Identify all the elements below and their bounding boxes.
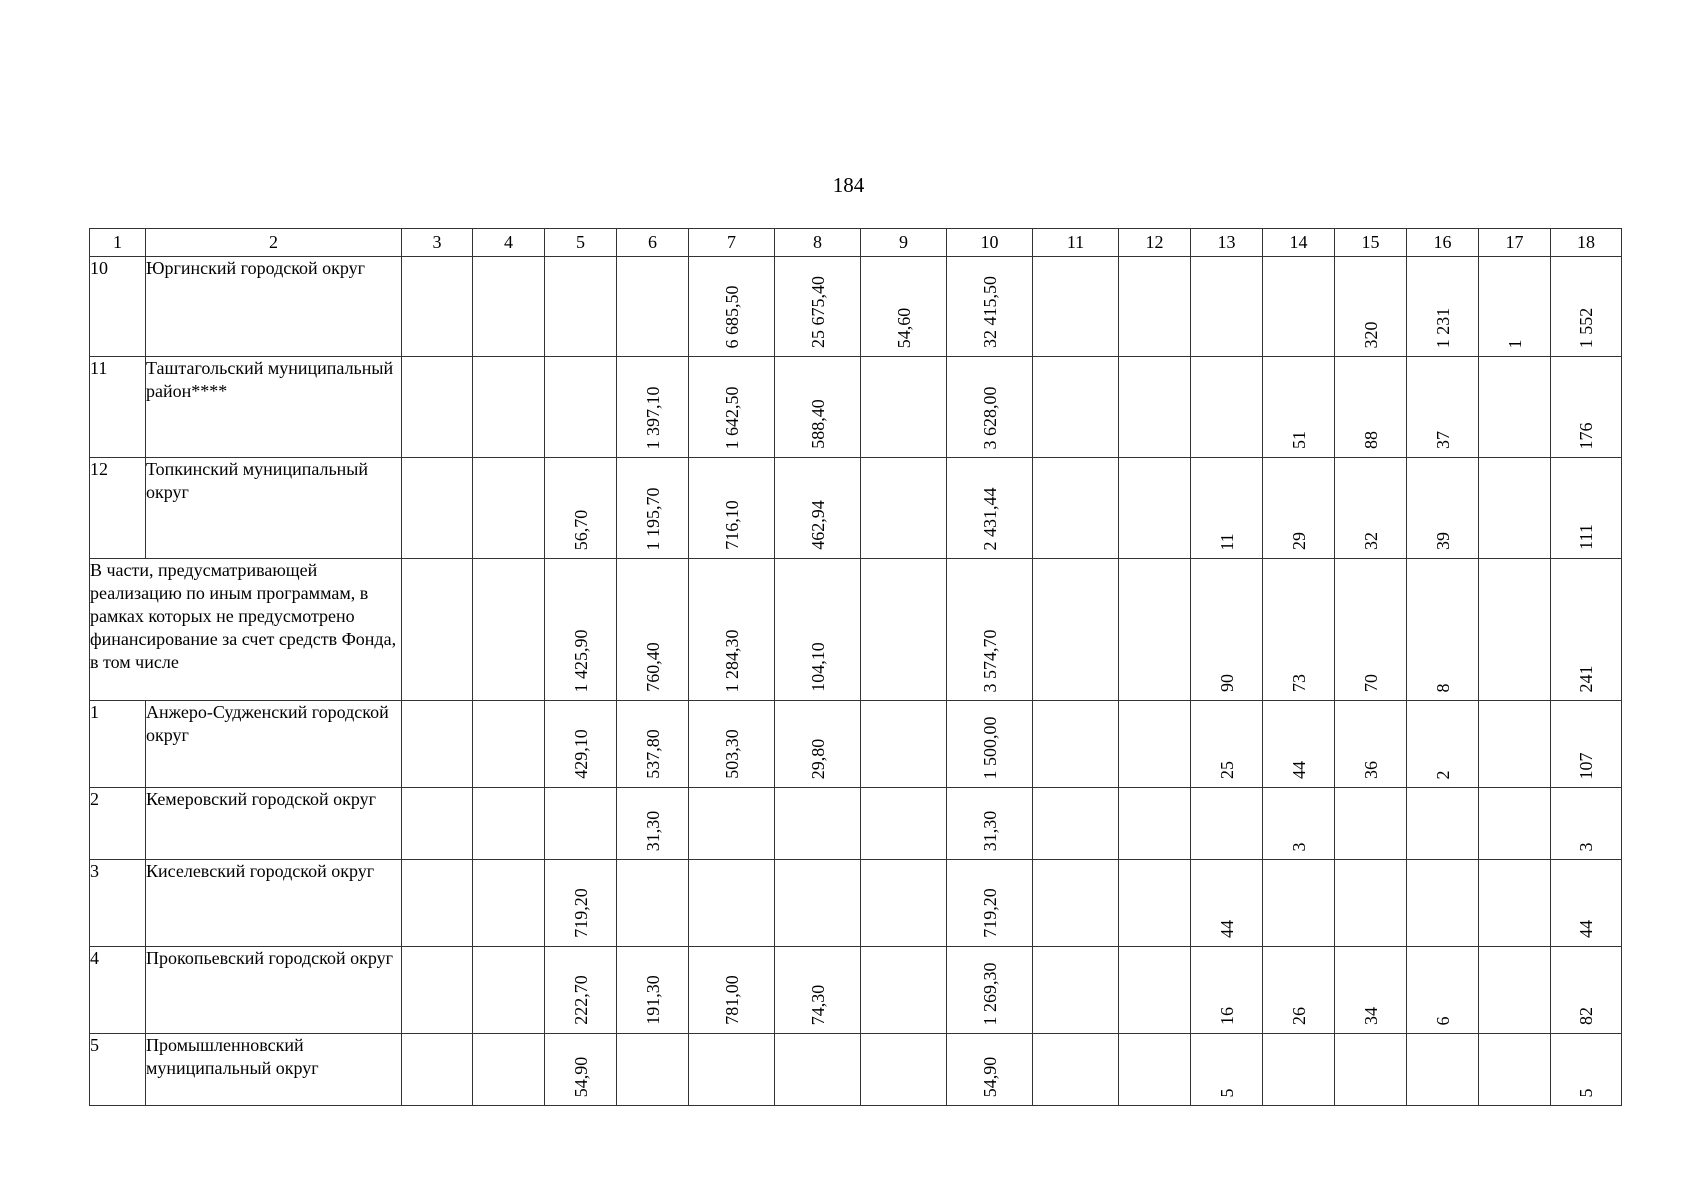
value-cell: [1479, 257, 1551, 357]
value-cell: [1551, 947, 1622, 1034]
value-cell: [947, 257, 1033, 357]
value-text: 31,30: [979, 810, 1000, 851]
value-cell: [402, 701, 473, 788]
value-cell: [947, 860, 1033, 947]
table-row: [90, 788, 1622, 860]
value-cell: [775, 701, 861, 788]
value-cell: [402, 357, 473, 458]
value-cell: [775, 357, 861, 458]
value-cell: [947, 947, 1033, 1034]
value-cell: [1191, 257, 1263, 357]
value-cell: [689, 860, 775, 947]
value-cell: [1479, 357, 1551, 458]
value-cell: [1263, 257, 1335, 357]
value-text: 719,20: [570, 888, 591, 938]
value-text: 8: [1432, 683, 1453, 692]
municipality-name: Промышленновский муниципальный округ: [146, 1034, 402, 1106]
value-cell: [473, 559, 545, 701]
value-cell: [1263, 947, 1335, 1034]
row-number: 10: [90, 257, 146, 357]
value-cell: [1263, 701, 1335, 788]
value-text: 1 269,30: [979, 962, 1000, 1025]
value-cell: [402, 559, 473, 701]
value-cell: [473, 788, 545, 860]
value-cell: [861, 947, 947, 1034]
value-text: 25: [1216, 761, 1237, 779]
value-text: 36: [1360, 761, 1381, 779]
column-number: 2: [146, 229, 402, 257]
column-number: 12: [1119, 229, 1191, 257]
value-text: 3 628,00: [979, 386, 1000, 449]
value-cell: [1479, 860, 1551, 947]
column-number: 11: [1033, 229, 1119, 257]
value-text: 462,94: [807, 500, 828, 550]
value-cell: [1033, 788, 1119, 860]
value-cell: [861, 458, 947, 559]
value-cell: [1191, 788, 1263, 860]
column-number: 10: [947, 229, 1033, 257]
value-cell: [947, 357, 1033, 458]
value-cell: [545, 860, 617, 947]
value-cell: [1407, 701, 1479, 788]
value-text: 90: [1216, 674, 1237, 692]
value-cell: [545, 257, 617, 357]
value-text: 588,40: [807, 399, 828, 449]
table-row: [90, 357, 1622, 458]
value-cell: [1479, 559, 1551, 701]
table-row: [90, 947, 1622, 1034]
row-number: 1: [90, 701, 146, 788]
value-cell: [1551, 788, 1622, 860]
value-text: 1 642,50: [721, 386, 742, 449]
value-cell: [1263, 788, 1335, 860]
value-text: 1: [1504, 339, 1525, 348]
value-cell: [775, 788, 861, 860]
value-cell: [1033, 860, 1119, 947]
value-cell: [1551, 1034, 1622, 1106]
value-text: 429,10: [570, 729, 591, 779]
value-cell: [1033, 559, 1119, 701]
value-text: 5: [1576, 1088, 1596, 1097]
value-text: 760,40: [642, 642, 663, 692]
value-cell: [545, 947, 617, 1034]
municipality-name: Киселевский городской округ: [146, 860, 402, 947]
value-cell: [617, 947, 689, 1034]
column-number: 8: [775, 229, 861, 257]
value-cell: [1263, 559, 1335, 701]
value-text: 54,90: [570, 1056, 591, 1097]
value-cell: [402, 947, 473, 1034]
value-cell: [545, 788, 617, 860]
value-text: 1 500,00: [979, 716, 1000, 779]
value-cell: [402, 458, 473, 559]
column-number: 4: [473, 229, 545, 257]
value-text: 222,70: [570, 975, 591, 1025]
table-row: [90, 1034, 1622, 1106]
value-text: 1 397,10: [642, 386, 663, 449]
value-cell: [1551, 701, 1622, 788]
value-cell: [861, 357, 947, 458]
value-cell: [689, 1034, 775, 1106]
value-text: 716,10: [721, 500, 742, 550]
value-cell: [1033, 947, 1119, 1034]
value-cell: [1551, 559, 1622, 701]
municipality-name: Юргинский городской округ: [146, 257, 402, 357]
value-cell: [1335, 559, 1407, 701]
value-cell: [473, 357, 545, 458]
value-text: 44: [1576, 920, 1596, 938]
municipality-name: Прокопьевский городской округ: [146, 947, 402, 1034]
value-cell: [947, 458, 1033, 559]
value-text: 54,60: [893, 307, 914, 348]
column-number: 5: [545, 229, 617, 257]
value-cell: [689, 357, 775, 458]
row-section-label: В части, предусматривающей реализацию по иным программам, в рамках которых не предусмотрено финансирование за счет средств Фонда, в том числе: [90, 559, 402, 701]
value-text: 16: [1216, 1007, 1237, 1025]
table-row: [90, 458, 1622, 559]
value-text: 3 574,70: [979, 629, 1000, 692]
value-cell: [402, 788, 473, 860]
value-cell: [861, 257, 947, 357]
table-row: [90, 701, 1622, 788]
value-text: 176: [1576, 422, 1596, 449]
value-cell: [402, 860, 473, 947]
column-number-header-row: [90, 229, 1622, 257]
table-row: [90, 257, 1622, 357]
value-cell: [1119, 701, 1191, 788]
value-text: 73: [1288, 674, 1309, 692]
value-text: 2 431,44: [979, 487, 1000, 550]
value-cell: [1263, 860, 1335, 947]
value-cell: [1119, 860, 1191, 947]
value-cell: [947, 559, 1033, 701]
column-number: 3: [402, 229, 473, 257]
value-cell: [1551, 860, 1622, 947]
value-cell: [1033, 458, 1119, 559]
value-text: 191,30: [642, 975, 663, 1025]
value-cell: [1191, 559, 1263, 701]
column-number: 6: [617, 229, 689, 257]
value-cell: [473, 947, 545, 1034]
value-text: 1 195,70: [642, 487, 663, 550]
table-row: [90, 860, 1622, 947]
value-cell: [1335, 357, 1407, 458]
value-text: 31,30: [642, 810, 663, 851]
value-cell: [473, 458, 545, 559]
value-cell: [402, 257, 473, 357]
value-cell: [1479, 1034, 1551, 1106]
value-cell: [1479, 701, 1551, 788]
value-text: 29: [1288, 532, 1309, 550]
page-number: 184: [832, 173, 865, 197]
value-cell: [617, 860, 689, 947]
value-cell: [545, 357, 617, 458]
value-text: 56,70: [570, 509, 591, 550]
value-cell: [1191, 701, 1263, 788]
value-cell: [1119, 257, 1191, 357]
value-cell: [1407, 947, 1479, 1034]
row-number: 11: [90, 357, 146, 458]
value-text: 88: [1360, 431, 1381, 449]
value-cell: [861, 701, 947, 788]
value-cell: [617, 788, 689, 860]
value-cell: [861, 860, 947, 947]
value-cell: [545, 559, 617, 701]
value-cell: [689, 701, 775, 788]
value-cell: [1479, 947, 1551, 1034]
value-cell: [1263, 357, 1335, 458]
value-cell: [473, 1034, 545, 1106]
column-number: 7: [689, 229, 775, 257]
value-text: 32 415,50: [979, 276, 1000, 348]
value-text: 2: [1432, 770, 1453, 779]
value-text: 11: [1216, 532, 1237, 551]
value-cell: [617, 458, 689, 559]
value-cell: [1119, 357, 1191, 458]
table-row: [90, 559, 1622, 701]
row-number: 3: [90, 860, 146, 947]
value-cell: [947, 1034, 1033, 1106]
column-number: 1: [90, 229, 146, 257]
value-text: 1 231: [1432, 307, 1453, 348]
value-text: 1 425,90: [570, 629, 591, 692]
row-number: 5: [90, 1034, 146, 1106]
value-text: 25 675,40: [807, 276, 828, 348]
value-text: 320: [1360, 321, 1381, 348]
value-cell: [1479, 458, 1551, 559]
value-cell: [1335, 257, 1407, 357]
value-cell: [473, 860, 545, 947]
value-cell: [1407, 357, 1479, 458]
value-cell: [947, 701, 1033, 788]
value-text: 82: [1576, 1007, 1596, 1025]
value-cell: [1335, 788, 1407, 860]
value-cell: [1191, 860, 1263, 947]
value-cell: [1551, 257, 1622, 357]
value-cell: [775, 860, 861, 947]
value-cell: [689, 257, 775, 357]
column-number: 14: [1263, 229, 1335, 257]
value-cell: [1033, 357, 1119, 458]
value-text: 6 685,50: [721, 285, 742, 348]
value-cell: [1407, 257, 1479, 357]
column-number: 17: [1479, 229, 1551, 257]
column-number: 13: [1191, 229, 1263, 257]
value-text: 74,30: [807, 984, 828, 1025]
value-cell: [1407, 788, 1479, 860]
municipality-name: Топкинский муниципальный округ: [146, 458, 402, 559]
value-cell: [861, 559, 947, 701]
value-cell: [1335, 1034, 1407, 1106]
value-cell: [689, 559, 775, 701]
value-text: 37: [1432, 431, 1453, 449]
row-number: 2: [90, 788, 146, 860]
value-cell: [1033, 701, 1119, 788]
value-text: 104,10: [807, 642, 828, 692]
value-text: 34: [1360, 1007, 1381, 1025]
value-cell: [1551, 357, 1622, 458]
value-text: 70: [1360, 674, 1381, 692]
value-cell: [617, 357, 689, 458]
value-cell: [775, 1034, 861, 1106]
value-text: 39: [1432, 532, 1453, 550]
value-text: 54,90: [979, 1056, 1000, 1097]
municipality-name: Кемеровский городской округ: [146, 788, 402, 860]
value-cell: [617, 1034, 689, 1106]
value-cell: [1335, 458, 1407, 559]
value-cell: [1407, 559, 1479, 701]
value-cell: [617, 559, 689, 701]
row-number: 12: [90, 458, 146, 559]
value-cell: [1191, 947, 1263, 1034]
value-cell: [1407, 458, 1479, 559]
column-number: 18: [1551, 229, 1622, 257]
value-cell: [545, 458, 617, 559]
value-cell: [1407, 860, 1479, 947]
value-cell: [617, 701, 689, 788]
value-text: 5: [1216, 1088, 1237, 1097]
value-cell: [473, 701, 545, 788]
value-text: 537,80: [642, 729, 663, 779]
value-text: 3: [1576, 842, 1596, 851]
value-cell: [1119, 1034, 1191, 1106]
value-cell: [1191, 458, 1263, 559]
value-text: 1 552: [1576, 307, 1596, 348]
value-cell: [1263, 1034, 1335, 1106]
value-cell: [775, 947, 861, 1034]
row-number: 4: [90, 947, 146, 1034]
value-text: 241: [1576, 665, 1596, 692]
column-number: 9: [861, 229, 947, 257]
column-number: 15: [1335, 229, 1407, 257]
value-cell: [861, 1034, 947, 1106]
value-cell: [1479, 788, 1551, 860]
value-text: 111: [1576, 524, 1596, 550]
value-cell: [1119, 947, 1191, 1034]
value-cell: [689, 788, 775, 860]
value-text: 3: [1288, 842, 1309, 851]
value-cell: [775, 257, 861, 357]
value-cell: [1263, 458, 1335, 559]
column-number: 16: [1407, 229, 1479, 257]
municipality-name: Таштагольский муниципальный район****: [146, 357, 402, 458]
value-text: 503,30: [721, 729, 742, 779]
value-cell: [473, 257, 545, 357]
value-text: 44: [1288, 761, 1309, 779]
value-cell: [689, 458, 775, 559]
value-text: 44: [1216, 920, 1237, 938]
value-text: 719,20: [979, 888, 1000, 938]
value-cell: [545, 1034, 617, 1106]
value-cell: [775, 559, 861, 701]
municipality-name: Анжеро-Судженский городской округ: [146, 701, 402, 788]
value-cell: [1407, 1034, 1479, 1106]
value-text: 32: [1360, 532, 1381, 550]
data-table: [89, 228, 1622, 1106]
value-cell: [1119, 559, 1191, 701]
value-text: 781,00: [721, 975, 742, 1025]
value-text: 6: [1432, 1016, 1453, 1025]
value-cell: [1335, 701, 1407, 788]
value-cell: [545, 701, 617, 788]
value-cell: [617, 257, 689, 357]
value-text: 26: [1288, 1007, 1309, 1025]
value-cell: [1335, 947, 1407, 1034]
value-cell: [1119, 788, 1191, 860]
value-text: 107: [1576, 752, 1596, 779]
value-cell: [1033, 257, 1119, 357]
value-cell: [1335, 860, 1407, 947]
value-cell: [775, 458, 861, 559]
value-cell: [689, 947, 775, 1034]
value-cell: [861, 788, 947, 860]
value-cell: [947, 788, 1033, 860]
value-cell: [1191, 357, 1263, 458]
value-cell: [402, 1034, 473, 1106]
value-cell: [1191, 1034, 1263, 1106]
value-text: 51: [1288, 431, 1309, 449]
value-cell: [1119, 458, 1191, 559]
value-cell: [1033, 1034, 1119, 1106]
value-text: 1 284,30: [721, 629, 742, 692]
value-cell: [1551, 458, 1622, 559]
value-text: 29,80: [807, 738, 828, 779]
